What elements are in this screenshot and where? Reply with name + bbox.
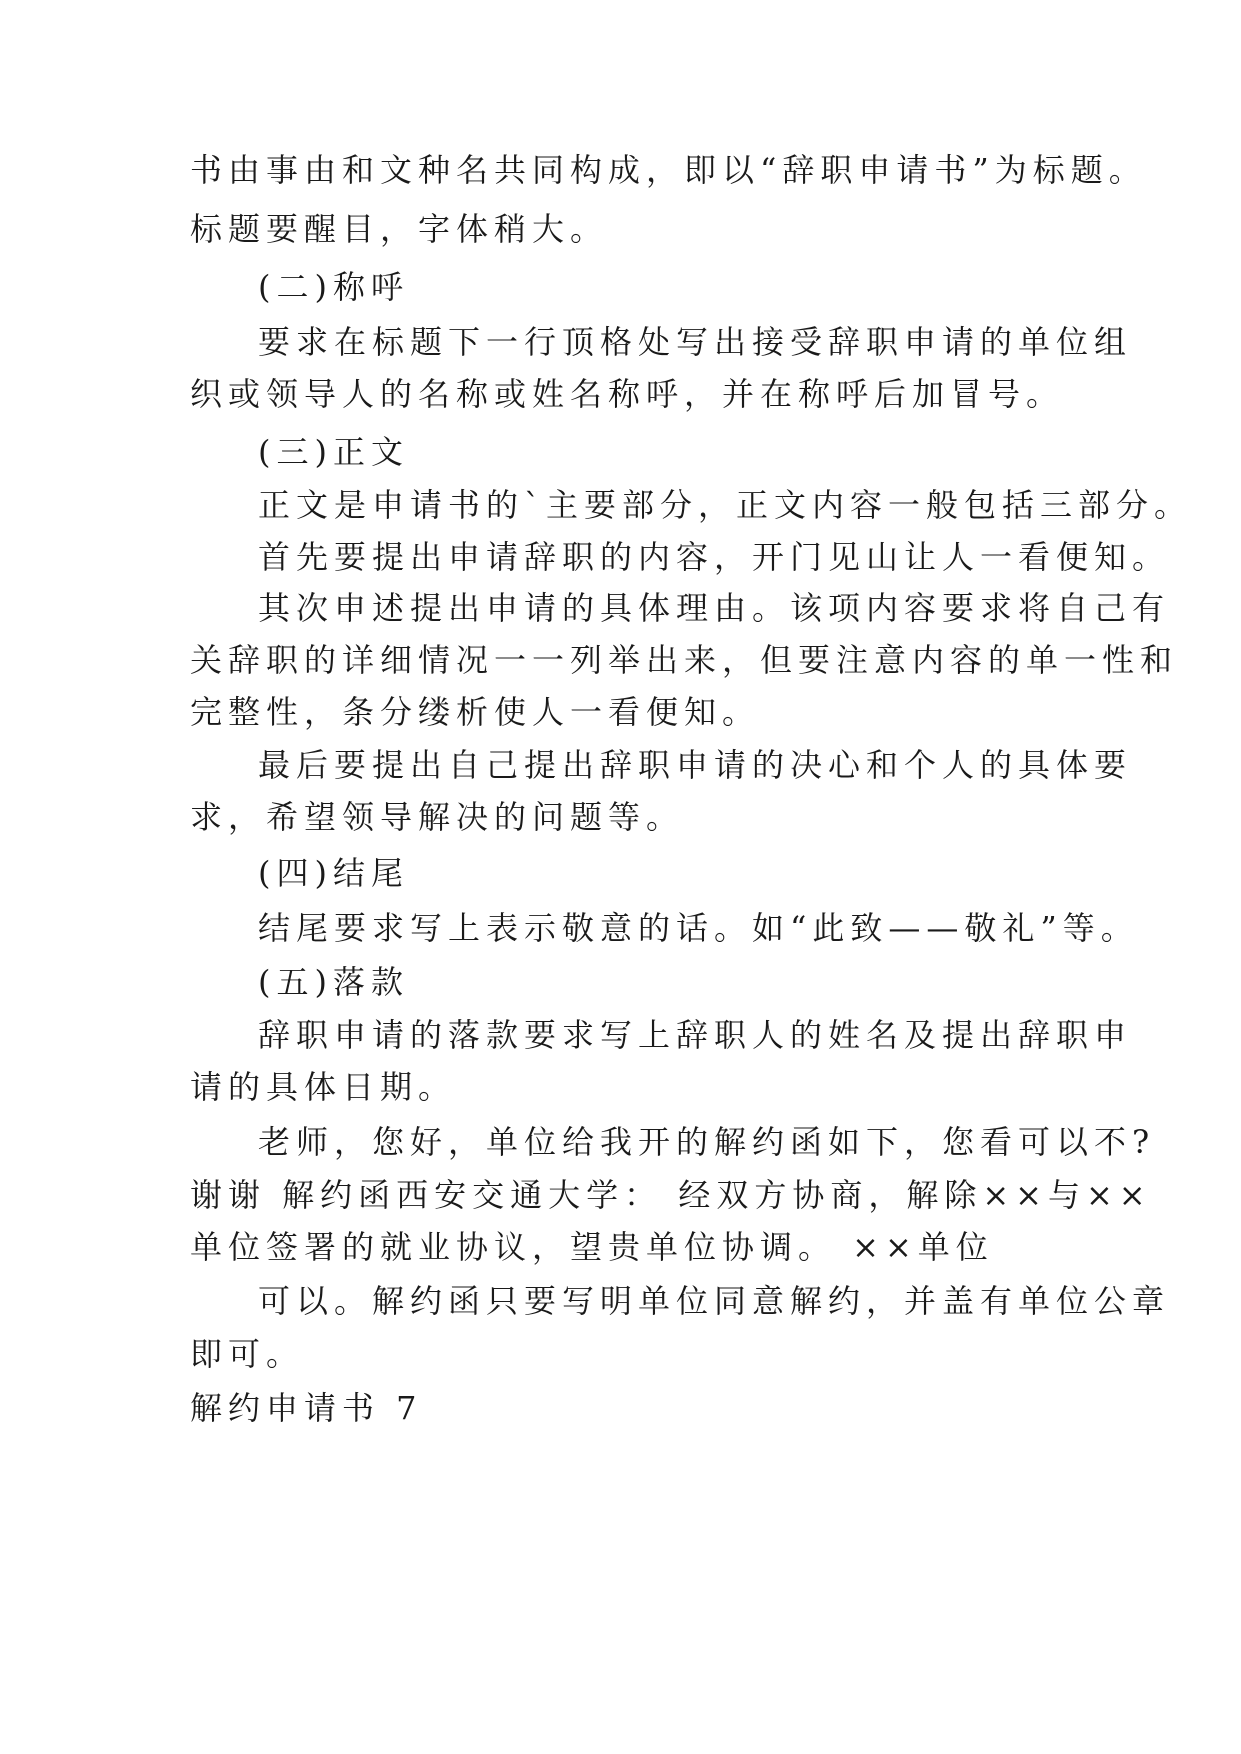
paragraph-line-body-last-2: 求，希望领导解决的问题等。 (190, 798, 685, 836)
paragraph-line-answer-2: 即可。 (190, 1335, 305, 1373)
paragraph-line-question-1: 老师，您好，单位给我开的解约函如下，您看可以不? (258, 1123, 1156, 1161)
section-heading-salutation: (二)称呼 (258, 268, 409, 306)
section-heading-closing: (四)结尾 (258, 854, 409, 892)
paragraph-line-question-2: 谢谢 解约函西安交通大学： 经双方协商，解除××与×× (190, 1176, 1152, 1214)
paragraph-line-closing: 结尾要求写上表示敬意的话。如“此致——敬礼”等。 (258, 909, 1139, 947)
section-title-sample-7: 解约申请书 7 (190, 1389, 423, 1427)
paragraph-line-salutation-1: 要求在标题下一行顶格处写出接受辞职申请的单位组 (258, 323, 1133, 361)
paragraph-line-body-second-2: 关辞职的详细情况一一列举出来，但要注意内容的单一性和 (190, 641, 1179, 679)
paragraph-line-body-last-1: 最后要提出自己提出辞职申请的决心和个人的具体要 (258, 746, 1133, 784)
paragraph-line-salutation-2: 织或领导人的名称或姓名称呼，并在称呼后加冒号。 (190, 375, 1065, 413)
paragraph-line-question-3: 单位签署的就业协议，望贵单位协调。 ××单位 (190, 1228, 994, 1266)
paragraph-line-signature-1: 辞职申请的落款要求写上辞职人的姓名及提出辞职申 (258, 1016, 1133, 1054)
section-heading-signature: (五)落款 (258, 963, 409, 1001)
paragraph-line-answer-1: 可以。解约函只要写明单位同意解约，并盖有单位公章 (258, 1282, 1171, 1320)
paragraph-line-signature-2: 请的具体日期。 (190, 1068, 457, 1106)
section-heading-body: (三)正文 (258, 433, 409, 471)
paragraph-line-body-second-1: 其次申述提出申请的具体理由。该项内容要求将自己有 (258, 589, 1171, 627)
paragraph-line-body-second-3: 完整性，条分缕析使人一看便知。 (190, 693, 761, 731)
paragraph-line-title-composition: 书由事由和文种名共同构成，即以“辞职申请书”为标题。 (190, 151, 1147, 189)
paragraph-line-body-first: 首先要提出申请辞职的内容，开门见山让人一看便知。 (258, 538, 1171, 576)
paragraph-line-body-intro: 正文是申请书的`主要部分，正文内容一般包括三部分。 (258, 486, 1193, 524)
paragraph-line-title-requirement: 标题要醒目，字体稍大。 (190, 210, 609, 248)
